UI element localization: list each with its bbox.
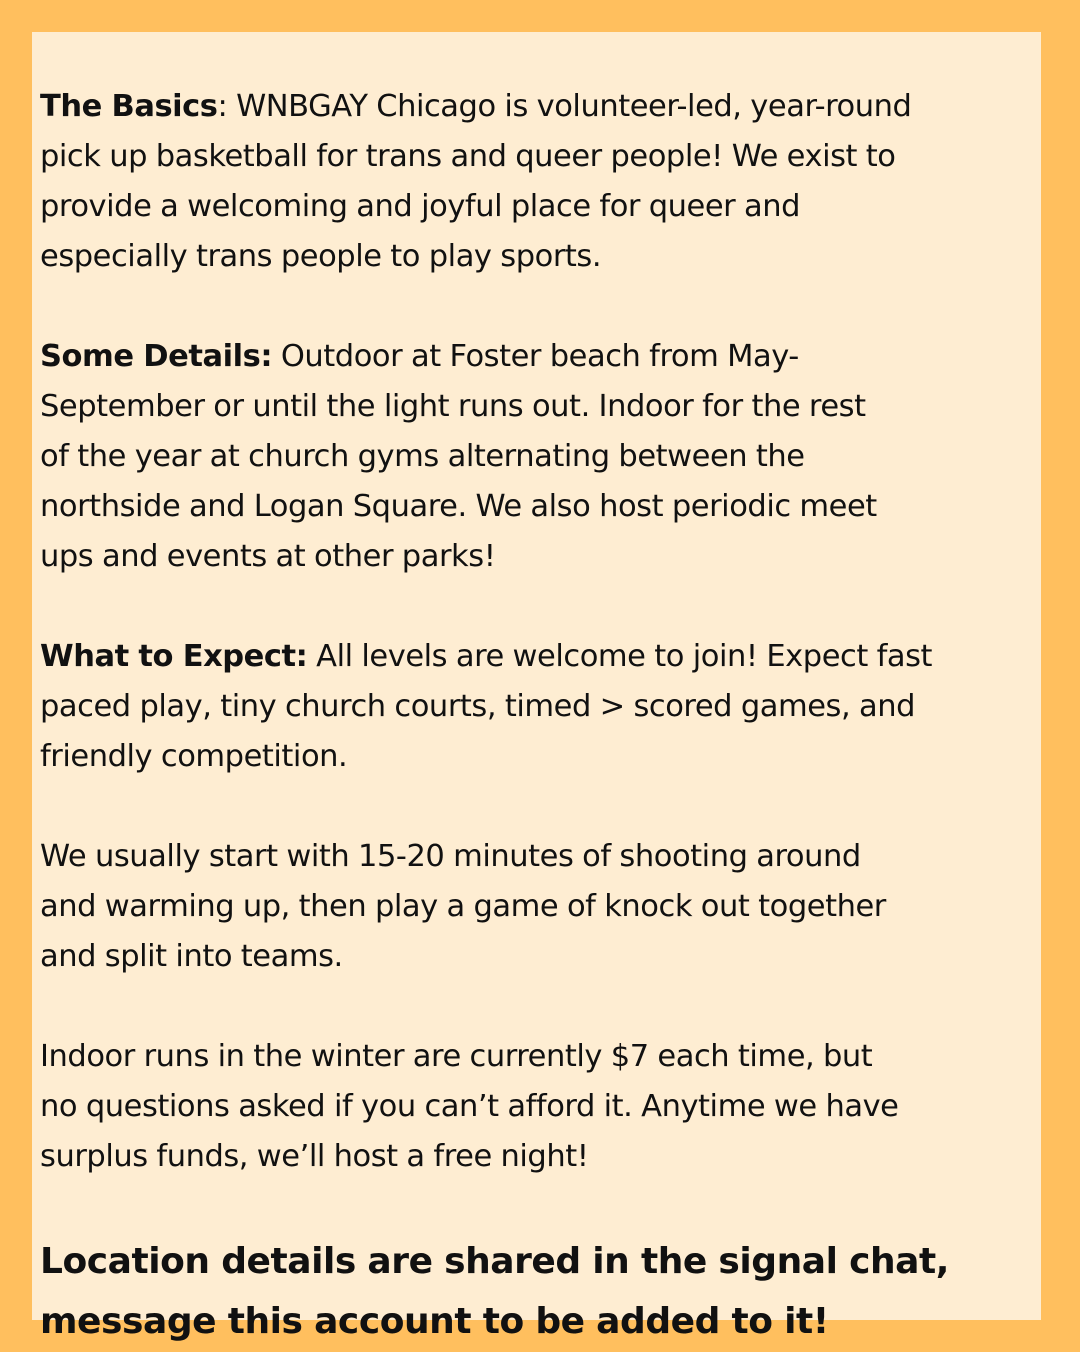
cost-line-3: surplus funds, we’ll host a free night!: [40, 1139, 589, 1174]
basics-line-3: provide a welcoming and joyful place for queer and: [40, 189, 801, 224]
basics-paragraph: [40, 82, 1040, 282]
details-paragraph: [40, 332, 1040, 582]
routine-line-2: and warming up, then play a game of knock out together: [40, 889, 886, 924]
details-line-5: ups and events at other parks!: [40, 539, 496, 574]
expect-heading: What to Expect:: [40, 639, 308, 674]
details-heading: Some Details:: [40, 339, 273, 374]
cost-paragraph: [40, 1032, 1040, 1182]
expect-line-3: friendly competition.: [40, 739, 348, 774]
basics-line-2: pick up basketball for trans and queer people! We exist to: [40, 139, 896, 174]
cost-line-2: no questions asked if you can’t afford it. Anytime we have: [40, 1089, 899, 1124]
details-line-2: September or until the light runs out. Indoor for the rest: [40, 389, 866, 424]
routine-paragraph: [40, 832, 1040, 982]
expect-line-2: paced play, tiny church courts, timed > scored games, and: [40, 689, 916, 724]
closing-line-2: message this account to be added to it!: [40, 1301, 829, 1342]
expect-paragraph: [40, 632, 1040, 782]
basics-line-4: especially trans people to play sports.: [40, 239, 602, 274]
basics-line-1: The Basics: WNBGAY Chicago is volunteer-led, year-round: [40, 89, 912, 124]
details-line-4: northside and Logan Square. We also host periodic meet: [40, 489, 877, 524]
details-line-1: Some Details: Outdoor at Foster beach from May-: [40, 339, 799, 374]
cost-line-1: Indoor runs in the winter are currently $7 each time, but: [40, 1039, 873, 1074]
routine-line-3: and split into teams.: [40, 939, 343, 974]
location-callout: [40, 1232, 1040, 1352]
closing-line-1: Location details are shared in the signal chat,: [40, 1241, 950, 1282]
routine-line-1: We usually start with 15-20 minutes of shooting around: [40, 839, 861, 874]
expect-line-1: What to Expect: All levels are welcome to join! Expect fast: [40, 639, 933, 674]
basics-heading: The Basics: [40, 89, 218, 124]
info-panel: [32, 32, 1041, 1342]
details-line-3: of the year at church gyms alternating between the: [40, 439, 805, 474]
